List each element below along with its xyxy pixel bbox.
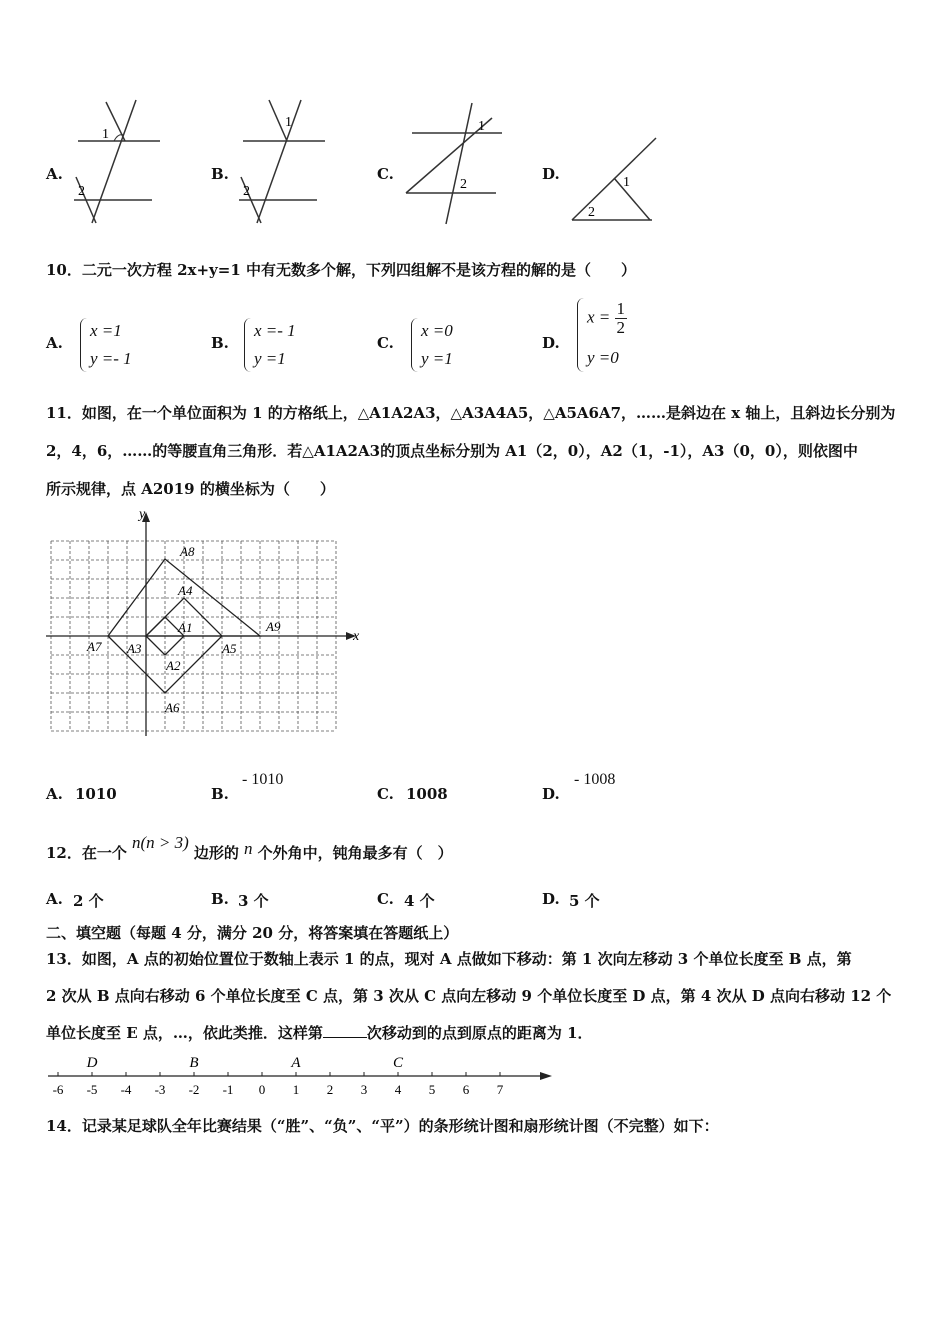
numberline-tick-label: 2	[326, 1082, 334, 1097]
q9-figure-b	[235, 95, 330, 230]
q12-option-c-value: 4 个	[404, 892, 435, 910]
q10-question: 10．二元一次方程 2x+y=1 中有无数多个解，下列四组解不是该方程的解的是（ ）	[46, 261, 636, 279]
brace	[80, 318, 87, 372]
option-letter: C.	[377, 334, 394, 352]
angle-2-label: 2	[460, 177, 467, 192]
q14-question: 14．记录某足球队全年比赛结果（“胜”、“负”、“平”）的条形统计图和扇形统计图（不完整）如下：	[46, 1117, 719, 1135]
numberline-tick-label: 4	[394, 1082, 402, 1097]
x-equation: x =- 1	[254, 321, 296, 340]
q11-option-a-value: 1010	[75, 785, 117, 803]
y-axis-label: y	[139, 508, 146, 522]
numberline-tick-label: -3	[154, 1082, 166, 1097]
option-letter: A.	[46, 785, 63, 803]
point-label-a1: A1	[178, 620, 193, 635]
option-letter: A.	[46, 890, 63, 908]
x-axis-label: x	[353, 629, 360, 644]
x-equation-prefix: x =	[587, 307, 611, 327]
q9-figure-a	[70, 95, 165, 230]
numberline-point-d: D	[86, 1055, 98, 1071]
angle-1-label: 1	[478, 119, 485, 134]
q13-number-line	[44, 1052, 559, 1100]
angle-2-label: 2	[588, 205, 595, 220]
numberline-tick-label: 6	[462, 1082, 470, 1097]
point-label-a9: A9	[266, 619, 281, 634]
q13-line-3-after: 次移动到的点到原点的距离为 1．	[366, 1024, 593, 1042]
fraction	[615, 300, 628, 337]
angle-1-label: 1	[102, 127, 109, 142]
option-letter: D.	[542, 334, 560, 352]
option-letter: D.	[542, 785, 560, 803]
q13-line-2: 2 次从 B 点向右移动 6 个单位长度至 C 点，第 3 次从 C 点向左移动 9 个单位长度至 D 点，第 4 次从 D 点向右移动 12 个	[46, 987, 892, 1005]
brace	[411, 318, 418, 372]
numberline-tick-label: -1	[222, 1082, 234, 1097]
numberline-tick-label: 1	[292, 1082, 300, 1097]
point-label-a2: A2	[166, 658, 181, 673]
q13-line-3-before: 单位长度至 E 点，…，依此类推．这样第	[46, 1024, 323, 1042]
numberline-tick-label: -4	[120, 1082, 132, 1097]
numberline-tick-label: 0	[258, 1082, 266, 1097]
point-label-a4: A4	[178, 583, 193, 598]
y-equation: y =1	[254, 349, 286, 368]
q12-question	[46, 834, 453, 872]
q13-line-1: 13．如图，A 点的初始位置位于数轴上表示 1 的点，现对 A 点做如下移动：第 1 次向左移动 3 个单位长度至 B 点，第	[46, 950, 852, 968]
q12-middle: 边形的	[193, 844, 239, 862]
x-equation: x =0	[421, 321, 453, 340]
brace	[577, 298, 584, 372]
q12-option-a-value: 2 个	[73, 892, 104, 910]
y-equation: y =1	[421, 349, 453, 368]
q10-option-a-system	[80, 318, 150, 372]
numberline-point-a: A	[291, 1055, 301, 1071]
q11-line-2: 2，4，6，……的等腰直角三角形．若△A1A2A3的顶点坐标分别为 A1（2，0），A2（1，-1），A3（0，0），则依图中	[46, 442, 858, 460]
q11-line-3: 所示规律，点 A2019 的横坐标为（ ）	[46, 480, 335, 498]
option-letter: B.	[211, 890, 229, 908]
angle-1-label: 1	[285, 115, 292, 130]
numberline-tick-label: -5	[86, 1082, 98, 1097]
q9-figure-d	[568, 132, 663, 227]
option-letter: B.	[211, 785, 229, 803]
fraction-numerator: 1	[616, 299, 626, 318]
option-letter: D.	[542, 165, 560, 183]
fraction-denominator: 2	[616, 318, 626, 337]
point-label-a6: A6	[165, 700, 180, 715]
numberline-point-b: B	[189, 1055, 199, 1071]
answer-blank	[323, 1023, 367, 1038]
option-letter: C.	[377, 785, 394, 803]
q12-option-b-value: 3 个	[238, 892, 269, 910]
q11-option-b-value: - 1010	[242, 771, 284, 788]
numberline-tick-label: 5	[428, 1082, 436, 1097]
numberline-tick-label: 7	[496, 1082, 504, 1097]
q10-option-d-system	[577, 298, 647, 372]
q11-grid-figure	[44, 508, 364, 740]
q11-option-d-value: - 1008	[574, 771, 616, 788]
option-letter: A.	[46, 165, 63, 183]
option-letter: C.	[377, 890, 394, 908]
q12-math-n-condition: n(n > 3)	[131, 833, 189, 852]
numberline-tick-label: -6	[52, 1082, 64, 1097]
point-label-a3: A3	[127, 641, 142, 656]
numberline-tick-label: 3	[360, 1082, 368, 1097]
option-letter: B.	[211, 334, 229, 352]
q12-math-n: n	[243, 839, 253, 858]
q9-figure-c	[402, 100, 507, 228]
q10-option-b-system	[244, 318, 314, 372]
option-letter: D.	[542, 890, 560, 908]
q12-suffix: 个外角中，钝角最多有（ ）	[257, 844, 453, 862]
numberline-tick-label: -2	[188, 1082, 200, 1097]
angle-2-label: 2	[78, 184, 85, 199]
x-equation: x =1	[90, 321, 122, 340]
point-label-a7: A7	[87, 639, 102, 654]
point-label-a5: A5	[222, 641, 237, 656]
q12-prefix: 12．在一个	[46, 844, 127, 862]
q12-option-d-value: 5 个	[569, 892, 600, 910]
numberline-point-c: C	[392, 1055, 404, 1071]
point-label-a8: A8	[180, 544, 195, 559]
section-title: 二、填空题（每题 4 分，满分 20 分，将答案填在答题纸上）	[46, 924, 459, 942]
angle-2-label: 2	[243, 184, 250, 199]
brace	[244, 318, 251, 372]
option-letter: C.	[377, 165, 394, 183]
option-letter: A.	[46, 334, 63, 352]
q11-line-1: 11．如图，在一个单位面积为 1 的方格纸上，△A1A2A3，△A3A4A5，△A5A6A7，……是斜边在 x 轴上，且斜边长分别为	[46, 404, 896, 422]
option-letter: B.	[211, 165, 229, 183]
q10-option-c-system	[411, 318, 481, 372]
angle-1-label: 1	[623, 175, 630, 190]
q13-line-3	[46, 1014, 593, 1052]
y-equation: y =- 1	[90, 349, 132, 368]
q11-option-c-value: 1008	[406, 785, 448, 803]
y-equation: y =0	[587, 348, 619, 367]
